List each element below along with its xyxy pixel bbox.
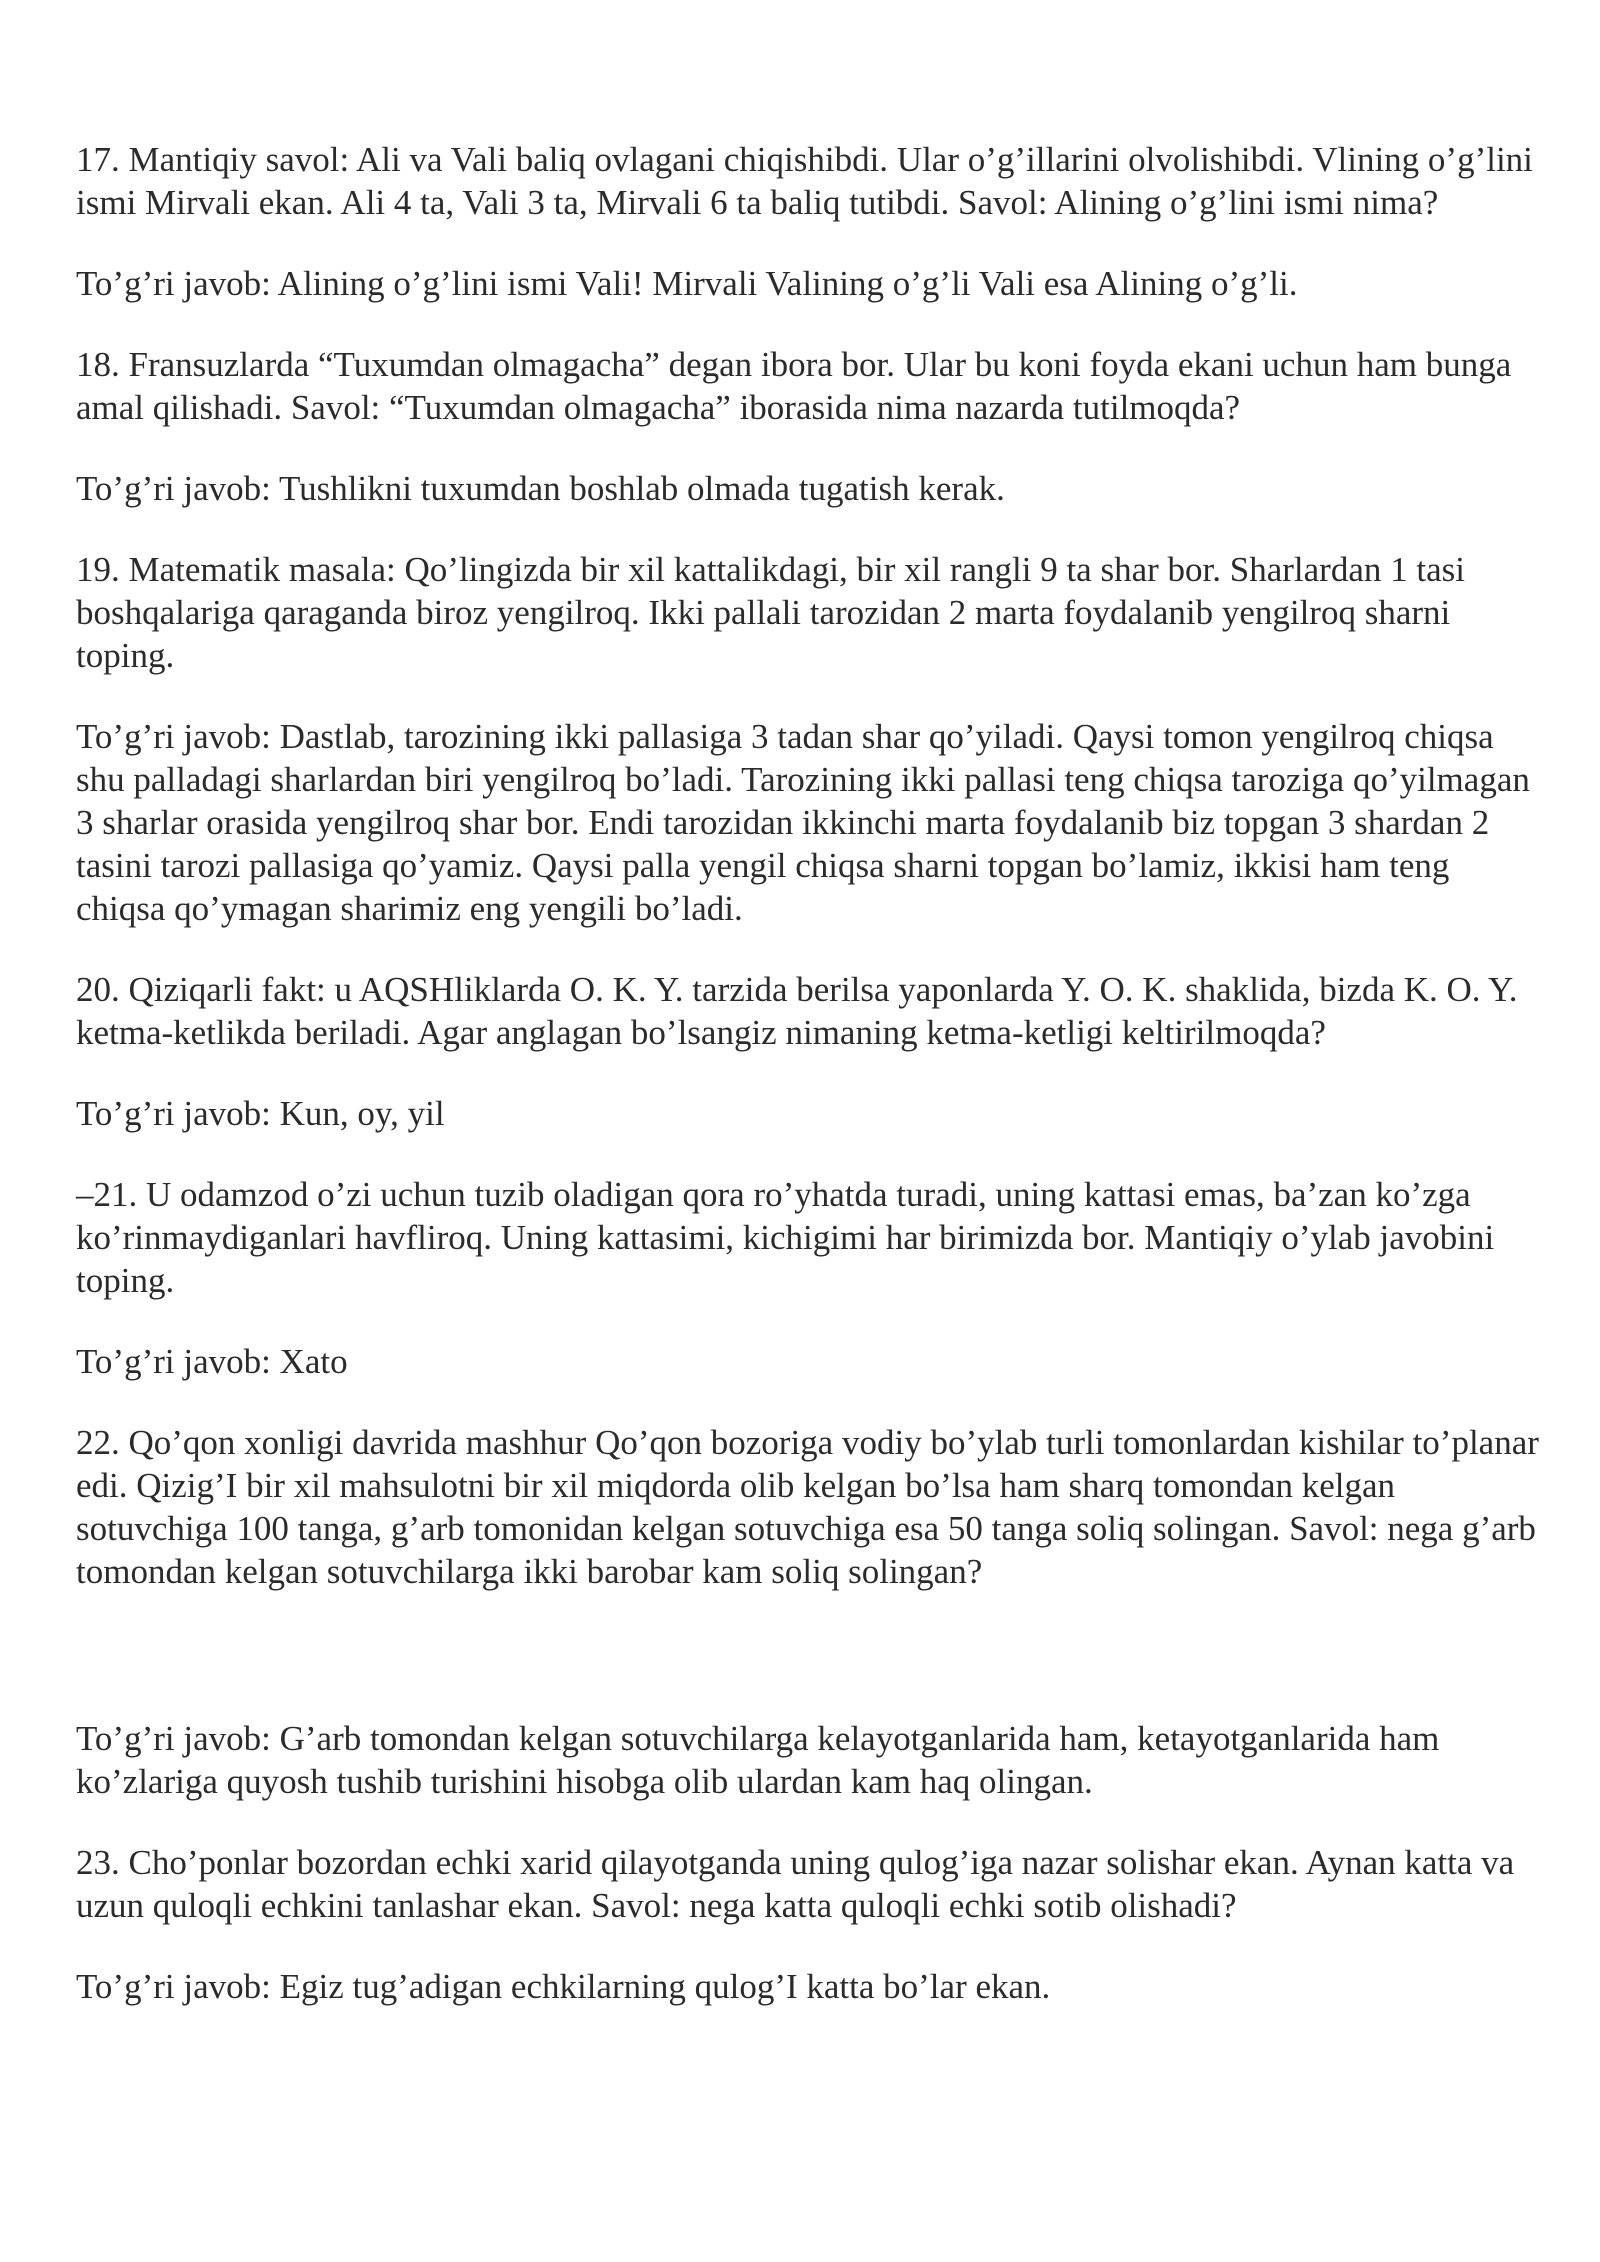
answer-20: To’g’ri javob: Kun, oy, yil bbox=[76, 1094, 445, 1133]
answer-18: To’g’ri javob: Tushlikni tuxumdan boshlab olmada tugatish kerak. bbox=[76, 469, 1005, 508]
question-23: 23. Cho’ponlar bozordan echki xarid qilayotganda uning qulog’iga nazar solishar ekan. Aynan katta va uzun quloqli echkini tanlashar ekan. Savol: nega katta quloqli echki sotib olishadi? bbox=[76, 1843, 1515, 1925]
answer-17: To’g’ri javob: Alining o’g’lini ismi Vali! Mirvali Valining o’g’li Vali esa Alining o’g’li. bbox=[76, 264, 1298, 303]
question-22: 22. Qo’qon xonligi davrida mashhur Qo’qon bozoriga vodiy bo’ylab turli tomonlardan kishilar to’planar edi. Qizig’I bir xil mahsulotni bir xil miqdorda olib kelgan bo’lsa ham sharq tomondan kelgan sotuvchiga 100 tanga, g’arb tomonidan kelgan sotuvchiga esa 50 tanga soliq solingan. Savol: nega g’arb tomondan kelgan sotuvchilarga ikki barobar kam soliq solingan? bbox=[76, 1423, 1539, 1591]
question-17: 17. Mantiqiy savol: Ali va Vali baliq ovlagani chiqishibdi. Ular o’g’illarini olvolishibdi. Vlining o’g’lini ismi Mirvali ekan. Ali 4 ta, Vali 3 ta, Mirvali 6 ta baliq tutibdi. Savol: Alining o’g’lini ismi nima? bbox=[76, 140, 1533, 222]
answer-21: To’g’ri javob: Xato bbox=[76, 1342, 348, 1381]
answer-23: To’g’ri javob: Egiz tug’adigan echkilarning qulog’I katta bo’lar ekan. bbox=[76, 1967, 1051, 2006]
document-page bbox=[76, 138, 1546, 2008]
answer-19: To’g’ri javob: Dastlab, tarozining ikki pallasiga 3 tadan shar qo’yiladi. Qaysi tomon yengilroq chiqsa shu palladagi sharlardan biri yengilroq bo’ladi. Tarozining ikki pallasi teng chiqsa taroziga qo’yilmagan 3 sharlar orasida yengilroq shar bor. Endi tarozidan ikkinchi marta foydalanib biz topgan 3 shardan 2 tasini tarozi pallasiga qo’yamiz. Qaysi palla yengil chiqsa sharni topgan bo’lamiz, ikkisi ham teng chiqsa qo’ymagan sharimiz eng yengili bo’ladi. bbox=[76, 717, 1530, 928]
question-20: 20. Qiziqarli fakt: u AQSHliklarda O. K. Y. tarzida berilsa yaponlarda Y. O. K. shaklida, bizda K. O. Y. ketma-ketlikda beriladi. Agar anglagan bo’lsangiz nimaning ketma-ketligi keltirilmoqda? bbox=[76, 970, 1518, 1052]
question-19: 19. Matematik masala: Qo’lingizda bir xil kattalikdagi, bir xil rangli 9 ta shar bor. Sharlardan 1 tasi boshqalariga qaraganda biroz yengilroq. Ikki pallali tarozidan 2 marta foydalanib yengilroq sharni toping. bbox=[76, 550, 1465, 675]
question-21: –21. U odamzod o’zi uchun tuzib oladigan qora ro’yhatda turadi, uning kattasi emas, ba’zan ko’zga ko’rinmaydiganlari havfliroq. Uning kattasimi, kichigimi har birimizda bor. Mantiqiy o’ylab javobini toping. bbox=[76, 1175, 1495, 1300]
answer-22: To’g’ri javob: G’arb tomondan kelgan sotuvchilarga kelayotganlarida ham, ketayotganlarida ham ko’zlariga quyosh tushib turishini hisobga olib ulardan kam haq olingan. bbox=[76, 1719, 1440, 1801]
question-18: 18. Fransuzlarda “Tuxumdan olmagacha” degan ibora bor. Ular bu koni foyda ekani uchun ham bunga amal qilishadi. Savol: “Tuxumdan olmagacha” iborasida nima nazarda tutilmoqda? bbox=[76, 345, 1512, 427]
